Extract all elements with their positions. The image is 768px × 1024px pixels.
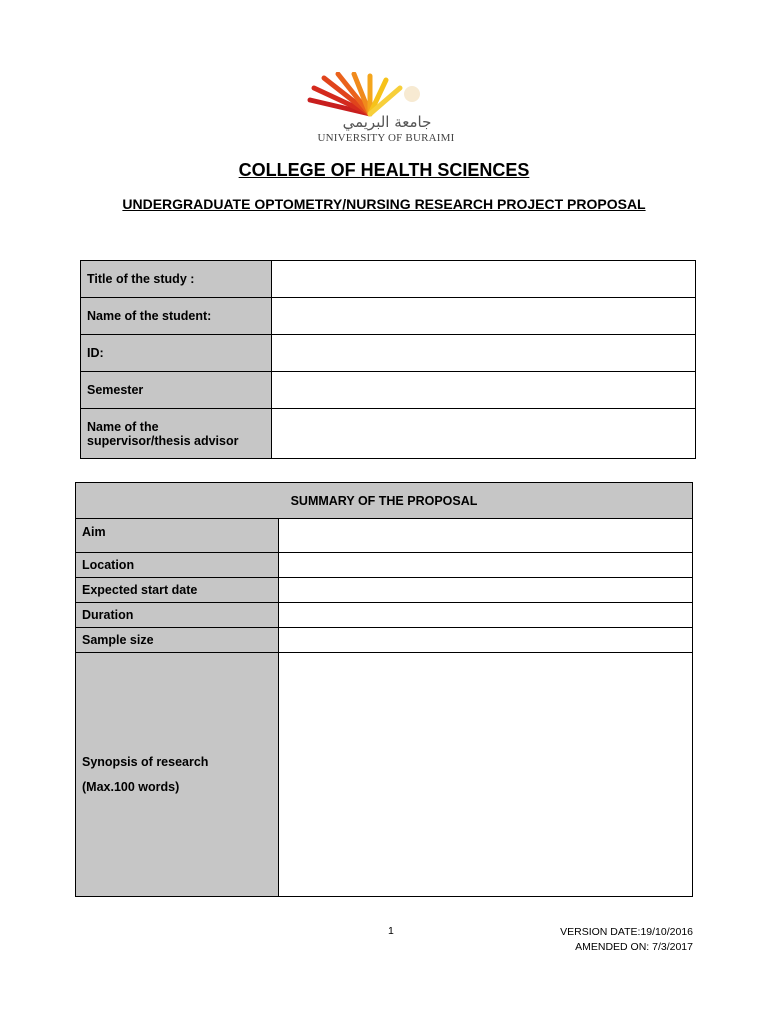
start-date-field[interactable] [279, 578, 693, 603]
start-date-label: Expected start date [76, 578, 279, 603]
table-row [76, 653, 693, 897]
sunburst-logo-icon [300, 72, 470, 118]
logo-english-text: UNIVERSITY OF BURAIMI [317, 132, 455, 144]
table-row [81, 335, 696, 372]
sample-size-field[interactable] [279, 628, 693, 653]
page-number: 1 [388, 925, 394, 937]
table-row [76, 603, 693, 628]
synopsis-field[interactable] [279, 653, 693, 897]
location-field[interactable] [279, 553, 693, 578]
semester-label: Semester [81, 372, 272, 409]
summary-heading: SUMMARY OF THE PROPOSAL [76, 483, 693, 519]
synopsis-label-cell [76, 653, 279, 897]
version-info [560, 925, 693, 955]
page-subtitle: UNDERGRADUATE OPTOMETRY/NURSING RESEARCH PROJECT PROPOSAL [122, 196, 646, 212]
synopsis-word-limit: (Max.100 words) [82, 780, 180, 794]
aim-field[interactable] [279, 519, 693, 553]
duration-label: Duration [76, 603, 279, 628]
version-date: VERSION DATE:19/10/2016 [560, 926, 693, 938]
table-row [81, 261, 696, 298]
page-title: COLLEGE OF HEALTH SCIENCES [238, 160, 530, 180]
table-row [76, 553, 693, 578]
student-id-field[interactable] [272, 335, 696, 372]
student-name-label: Name of the student: [81, 298, 272, 335]
semester-field[interactable] [272, 372, 696, 409]
study-title-label: Title of the study : [81, 261, 272, 298]
logo-sun-icon [404, 86, 420, 102]
university-logo [300, 72, 470, 148]
student-name-field[interactable] [272, 298, 696, 335]
synopsis-label: Synopsis of research [82, 755, 209, 769]
table-row [81, 372, 696, 409]
duration-field[interactable] [279, 603, 693, 628]
table-row [76, 628, 693, 653]
proposal-summary-table [75, 482, 693, 897]
student-id-label: ID: [81, 335, 272, 372]
supervisor-label: Name of the supervisor/thesis advisor [81, 409, 272, 459]
student-info-table [80, 260, 696, 459]
sample-size-label: Sample size [76, 628, 279, 653]
supervisor-field[interactable] [272, 409, 696, 459]
table-row [76, 483, 693, 519]
amended-date: AMENDED ON: 7/3/2017 [575, 941, 693, 953]
table-row [76, 519, 693, 553]
table-row [81, 298, 696, 335]
logo-arabic-text: جامعة البريمي [342, 113, 432, 131]
table-row [76, 578, 693, 603]
study-title-field[interactable] [272, 261, 696, 298]
table-row [81, 409, 696, 459]
aim-label: Aim [76, 519, 279, 553]
location-label: Location [76, 553, 279, 578]
